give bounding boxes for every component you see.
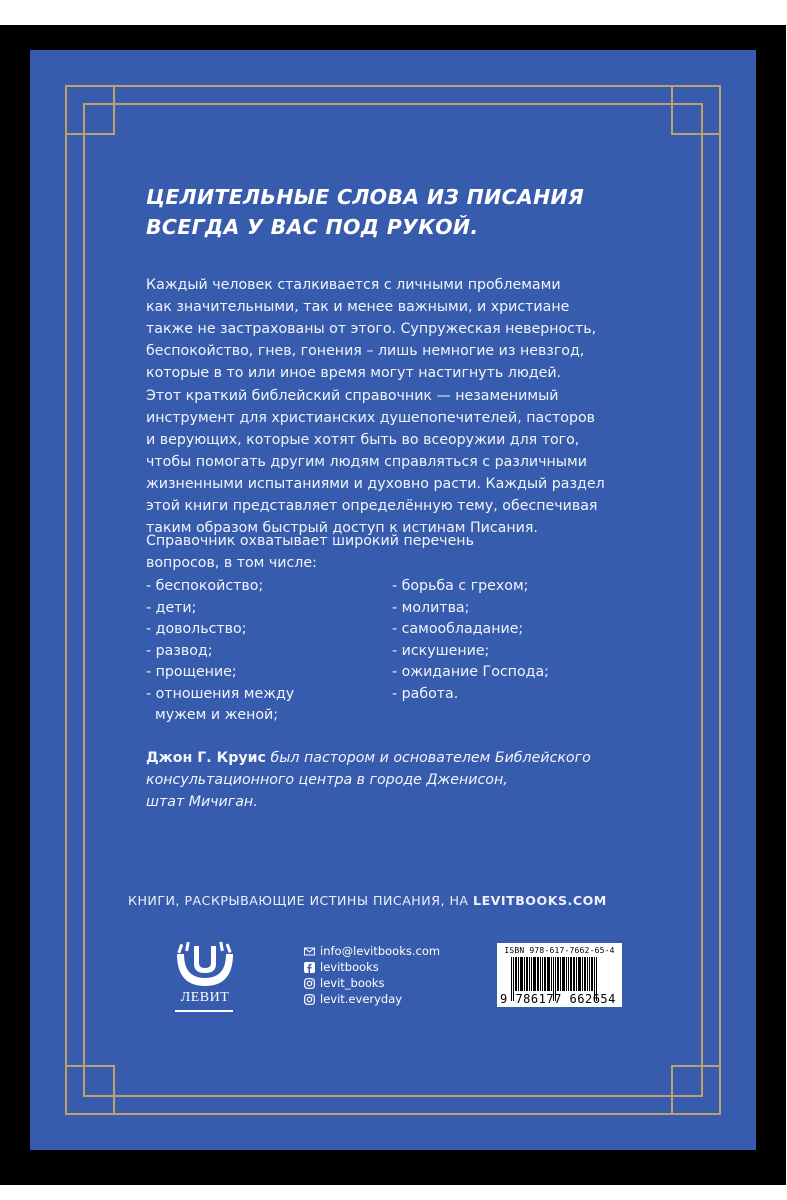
contact-text: levitbooks — [320, 960, 379, 974]
facebook-icon — [304, 962, 315, 973]
text-line: Этот краткий библейский справочник — незаменимый — [146, 388, 559, 404]
author-bio-line: консультационного центра в городе Дженисон, — [146, 772, 508, 788]
contact-facebook[interactable] — [304, 959, 440, 975]
corner-square-bottom-left — [65, 1065, 115, 1115]
publisher-logo — [173, 940, 233, 1015]
author-name: Джон Г. Круис — [146, 750, 266, 766]
contact-email[interactable] — [304, 943, 440, 959]
text-line: как значительными, так и менее важными, и христиане — [146, 299, 570, 315]
mail-icon — [304, 946, 315, 957]
text-line: Каждый человек сталкивается с личными проблемами — [146, 277, 561, 293]
corner-square-top-right — [671, 85, 721, 135]
author-bio-line: был пастором и основателем Библейского — [265, 750, 591, 766]
text-line: и верующих, которые хотят быть во всеоружии для того, — [146, 432, 580, 448]
text-line: таким образом быстрый доступ к истинам Писания. — [146, 520, 538, 536]
topic-item: мужем и женой; — [146, 707, 279, 723]
text-line: вопросов, в том числе: — [146, 555, 317, 571]
text-line: чтобы помогать другим людям справляться с различными — [146, 454, 587, 470]
topics-left-column — [146, 576, 294, 727]
author-bio-line: штат Мичиган. — [146, 794, 258, 810]
text-line: Справочник охватывает широкий перечень — [146, 533, 474, 549]
topic-item: - ожидание Господа; — [392, 664, 549, 680]
isbn-barcode — [497, 943, 622, 1007]
logo-wordmark: ЛЕВИТ — [180, 990, 230, 1005]
topic-item: - самообладание; — [392, 621, 524, 637]
topic-item: - довольство; — [146, 621, 247, 637]
text-line: жизненными испытаниями и духовно расти. Каждый раздел — [146, 476, 605, 492]
instagram-icon — [304, 978, 315, 989]
contacts-list — [304, 943, 440, 1007]
text-line: также не застрахованы от этого. Супружеская неверность, — [146, 321, 597, 337]
topic-item: - отношения между — [146, 685, 295, 702]
author-bio — [146, 747, 591, 813]
heading-line-1: ЦЕЛИТЕЛЬНЫЕ СЛОВА ИЗ ПИСАНИЯ — [146, 185, 585, 209]
contact-instagram[interactable] — [304, 991, 440, 1007]
topic-item: - развод; — [146, 642, 213, 659]
corner-square-top-left — [65, 85, 115, 135]
topic-item: - дети; — [146, 599, 197, 616]
topic-item: - работа. — [392, 685, 459, 702]
cover-heading — [146, 182, 584, 242]
instagram-icon — [304, 994, 315, 1005]
text-line: инструмент для христианских душепопечителей, пасторов — [146, 410, 596, 426]
publisher-tagline — [128, 893, 607, 908]
website-link[interactable]: LEVITBOOKS.COM — [473, 893, 607, 908]
contact-text: info@levitbooks.com — [320, 944, 441, 958]
corner-square-bottom-right — [671, 1065, 721, 1115]
text-line: которые в то или иное время могут настигнуть людей. — [146, 365, 562, 381]
topic-item: - молитва; — [392, 599, 470, 616]
topics-right-column — [392, 576, 549, 705]
barcode-digits: 9 786177 662654 — [500, 992, 616, 1006]
paragraph-2 — [146, 385, 605, 539]
barcode-bars — [511, 957, 619, 997]
topic-item: - беспокойство; — [146, 578, 264, 594]
topic-item: - борьба с грехом; — [392, 578, 529, 594]
text-line: этой книги представляет определённую тему, обеспечивая — [146, 498, 598, 514]
topic-item: - прощение; — [146, 664, 237, 680]
paragraph-3 — [146, 530, 474, 574]
contact-instagram[interactable] — [304, 975, 440, 991]
tagline-text: КНИГИ, РАСКРЫВАЮЩИЕ ИСТИНЫ ПИСАНИЯ, НА — [128, 893, 474, 908]
topic-item: - искушение; — [392, 642, 490, 659]
logo-underline — [175, 1010, 233, 1012]
levit-emblem-icon — [173, 940, 237, 990]
contact-text: levit_books — [320, 976, 385, 990]
text-line: беспокойство, гнев, гонения – лишь немногие из невзгод, — [146, 343, 585, 359]
paragraph-1 — [146, 274, 596, 384]
heading-line-2: ВСЕГДА У ВАС ПОД РУКОЙ. — [146, 215, 479, 239]
contact-text: levit.everyday — [320, 992, 403, 1006]
isbn-label: ISBN 978-617-7662-65-4 — [504, 946, 615, 955]
